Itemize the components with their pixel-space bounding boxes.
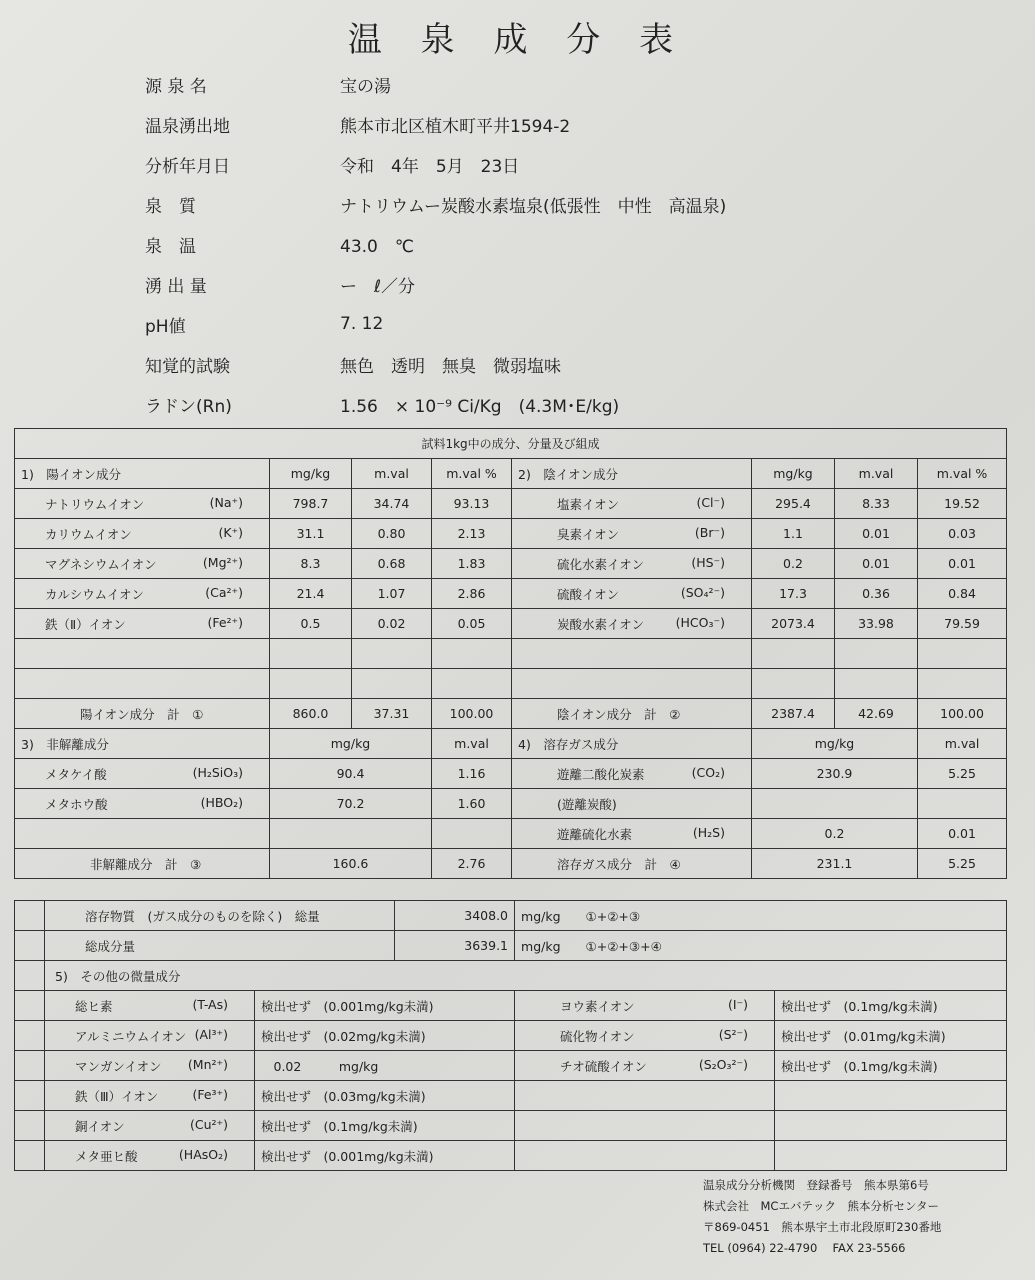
dissolved-label: 溶存物質 (ガス成分のものを除く) 総量 xyxy=(45,901,395,931)
empty-row xyxy=(15,669,1007,699)
table-title: 試料1kg中の成分、分量及び組成 xyxy=(15,429,1007,459)
info-row xyxy=(145,264,1005,304)
cation-symbol: (Ca²⁺) xyxy=(205,584,243,600)
info-value: 宝の湯 xyxy=(340,76,391,97)
trace-name: 銅イオン xyxy=(75,1118,125,1134)
column-header: m.val xyxy=(352,459,432,489)
trace-symbol: (Mn²⁺) xyxy=(187,1056,228,1072)
anion-symbol: (Cl⁻) xyxy=(696,494,725,510)
page-title: 温 泉 成 分 表 xyxy=(347,20,688,60)
info-value: 1.56 × 10⁻⁹ Ci/Kg (4.3M･E/kg) xyxy=(340,396,620,417)
nonion-symbol: (H₂SiO₃) xyxy=(192,764,243,780)
cation-symbol: (Fe²⁺) xyxy=(207,614,243,630)
trace-symbol: (Al³⁺) xyxy=(194,1026,228,1042)
info-row xyxy=(145,384,1005,424)
anion-total-mval: 42.69 xyxy=(835,699,918,729)
gas-mg: 230.9 xyxy=(752,759,918,789)
trace-row xyxy=(15,991,1007,1021)
table-row xyxy=(15,789,1007,819)
lab-line: TEL (0964) 22-4790 FAX 23-5566 xyxy=(703,1241,906,1255)
info-value: 無色 透明 無臭 微弱塩味 xyxy=(340,356,561,377)
info-row xyxy=(145,344,1005,384)
trace-symbol: (HAsO₂) xyxy=(178,1146,228,1162)
anion-mval: 8.33 xyxy=(835,489,918,519)
total-all-unit: mg/kg xyxy=(521,938,561,954)
info-label: 湧 出 量 xyxy=(145,276,207,297)
table-row xyxy=(15,609,1007,639)
cation-mg: 31.1 xyxy=(270,519,352,549)
info-label: 泉 質 xyxy=(145,196,196,217)
trace-row xyxy=(15,1141,1007,1171)
lab-info xyxy=(703,1175,941,1259)
total-row xyxy=(15,901,1007,931)
anion-name: 硫化水素イオン xyxy=(557,556,645,572)
column-header: m.val xyxy=(432,729,512,759)
cation-mg: 798.7 xyxy=(270,489,352,519)
cation-pct: 93.13 xyxy=(432,489,512,519)
dissolved-unit: mg/kg xyxy=(521,908,561,924)
lab-line: 〒869-0451 熊本県宇土市北段原町230番地 xyxy=(703,1220,942,1234)
anion-symbol: (Br⁻) xyxy=(694,524,725,540)
anion-mg: 2073.4 xyxy=(752,609,835,639)
nonion-total-mval: 2.76 xyxy=(432,849,512,879)
info-value: 令和 4年 5月 23日 xyxy=(340,156,520,177)
info-row xyxy=(145,184,1005,224)
lab-line: 温泉成分分析機関 登録番号 熊本県第6号 xyxy=(703,1178,929,1192)
column-header: mg/kg xyxy=(270,729,432,759)
total-row xyxy=(15,849,1007,879)
anion-total-mg: 2387.4 xyxy=(752,699,835,729)
gas-mval: 0.01 xyxy=(918,819,1007,849)
trace-name: 鉄（Ⅲ）イオン xyxy=(75,1088,159,1104)
total-all-value: 3639.1 xyxy=(395,931,515,961)
table-row xyxy=(15,519,1007,549)
anion-pct: 0.01 xyxy=(918,549,1007,579)
trace-name: ヨウ素イオン xyxy=(560,998,635,1014)
info-value: 7. 12 xyxy=(340,314,384,334)
dissolved-value: 3408.0 xyxy=(395,901,515,931)
trace-value: 検出せず (0.1mg/kg未満) xyxy=(255,1111,515,1141)
nonion-name: メタホウ酸 xyxy=(45,796,108,812)
cation-heading: 1) 陽イオン成分 xyxy=(15,459,270,489)
cation-mval: 0.80 xyxy=(352,519,432,549)
nonion-name: メタケイ酸 xyxy=(45,766,107,782)
cation-name: 鉄（Ⅱ）イオン xyxy=(45,616,126,632)
anion-heading: 2) 陰イオン成分 xyxy=(512,459,752,489)
info-value: ー ℓ／分 xyxy=(340,276,416,297)
trace-value: 検出せず (0.03mg/kg未満) xyxy=(255,1081,515,1111)
anion-mg: 17.3 xyxy=(752,579,835,609)
info-label: 泉 温 xyxy=(145,236,196,257)
gas-mg: 0.2 xyxy=(752,819,918,849)
trace-value: 検出せず (0.02mg/kg未満) xyxy=(255,1021,515,1051)
gas-mval: 5.25 xyxy=(918,759,1007,789)
dissolved-formula: ①+②+③ xyxy=(585,908,641,924)
trace-symbol: (S₂O₃²⁻) xyxy=(698,1056,749,1072)
info-row xyxy=(145,144,1005,184)
info-row xyxy=(145,64,1005,104)
info-row xyxy=(145,104,1005,144)
trace-value: 検出せず (0.1mg/kg未満) xyxy=(775,1051,1007,1081)
trace-symbol: (S²⁻) xyxy=(718,1026,749,1042)
spring-info xyxy=(145,64,1005,424)
composition-table xyxy=(14,428,1006,879)
trace-symbol: (I⁻) xyxy=(727,996,749,1012)
anion-symbol: (HCO₃⁻) xyxy=(675,614,725,630)
column-header: m.val % xyxy=(432,459,512,489)
table-row xyxy=(15,819,1007,849)
trace-name: チオ硫酸イオン xyxy=(560,1058,647,1074)
column-header: m.val xyxy=(918,729,1007,759)
info-label: 分析年月日 xyxy=(145,156,230,177)
cation-name: マグネシウムイオン xyxy=(45,556,157,572)
cation-pct: 1.83 xyxy=(432,549,512,579)
cation-name: カルシウムイオン xyxy=(45,586,144,602)
trace-symbol: (Cu²⁺) xyxy=(189,1116,228,1132)
table-row xyxy=(15,759,1007,789)
nonion-mg: 90.4 xyxy=(270,759,432,789)
nonion-mval: 1.16 xyxy=(432,759,512,789)
nonion-heading: 3) 非解離成分 xyxy=(15,729,270,759)
info-label: ラドン(Rn) xyxy=(145,396,232,417)
info-value: 43.0 ℃ xyxy=(340,236,414,257)
anion-name: 硫酸イオン xyxy=(557,586,620,602)
anion-symbol: (SO₄²⁻) xyxy=(680,584,725,600)
info-value: 熊本市北区植木町平井1594-2 xyxy=(340,116,571,137)
cation-mg: 0.5 xyxy=(270,609,352,639)
cation-total-pct: 100.00 xyxy=(432,699,512,729)
trace-heading: 5) その他の微量成分 xyxy=(45,961,1007,991)
trace-name: 総ヒ素 xyxy=(75,998,113,1014)
cation-name: カリウムイオン xyxy=(45,526,132,542)
cation-total-mval: 37.31 xyxy=(352,699,432,729)
trace-name: 硫化物イオン xyxy=(560,1028,635,1044)
cation-pct: 2.13 xyxy=(432,519,512,549)
trace-value: 0.02 mg/kg xyxy=(255,1051,515,1081)
trace-symbol: (T-As) xyxy=(192,996,228,1012)
anion-mg: 295.4 xyxy=(752,489,835,519)
trace-value: 検出せず (0.01mg/kg未満) xyxy=(775,1021,1007,1051)
column-header: m.val xyxy=(835,459,918,489)
total-all-formula: ①+②+③+④ xyxy=(585,938,662,954)
trace-value: 検出せず (0.1mg/kg未満) xyxy=(775,991,1007,1021)
anion-total-pct: 100.00 xyxy=(918,699,1007,729)
anion-name: 炭酸水素イオン xyxy=(557,616,645,632)
table-row xyxy=(15,549,1007,579)
total-all-label: 総成分量 xyxy=(45,931,395,961)
nonion-mval: 1.60 xyxy=(432,789,512,819)
trace-name: マンガンイオン xyxy=(75,1058,162,1074)
nonion-symbol: (HBO₂) xyxy=(200,794,243,810)
anion-symbol: (HS⁻) xyxy=(691,554,725,570)
anion-pct: 19.52 xyxy=(918,489,1007,519)
empty-row xyxy=(15,639,1007,669)
trace-name: メタ亜ヒ酸 xyxy=(75,1148,138,1164)
cation-pct: 0.05 xyxy=(432,609,512,639)
anion-name: 塩素イオン xyxy=(557,496,620,512)
cation-total-mg: 860.0 xyxy=(270,699,352,729)
gas-total-label: 溶存ガス成分 計 ④ xyxy=(512,849,752,879)
nonion-mg: 70.2 xyxy=(270,789,432,819)
anion-pct: 79.59 xyxy=(918,609,1007,639)
cation-pct: 2.86 xyxy=(432,579,512,609)
info-value: ナトリウムー炭酸水素塩泉(低張性 中性 高温泉) xyxy=(340,196,727,217)
column-header: mg/kg xyxy=(752,459,835,489)
column-header: mg/kg xyxy=(270,459,352,489)
trace-name: アルミニウムイオン xyxy=(75,1028,187,1044)
gas-symbol: (H₂S) xyxy=(692,824,725,840)
gas-total-mg: 231.1 xyxy=(752,849,918,879)
info-label: 源 泉 名 xyxy=(145,76,207,97)
total-row xyxy=(15,699,1007,729)
nonion-total-mg: 160.6 xyxy=(270,849,432,879)
trace-row xyxy=(15,1081,1007,1111)
column-header: m.val % xyxy=(918,459,1007,489)
cation-symbol: (Na⁺) xyxy=(209,494,243,510)
table-row xyxy=(15,489,1007,519)
cation-total-label: 陽イオン成分 計 ① xyxy=(15,699,270,729)
anion-mg: 0.2 xyxy=(752,549,835,579)
trace-symbol: (Fe³⁺) xyxy=(192,1086,228,1102)
lab-line: 株式会社 MCエバテック 熊本分析センター xyxy=(703,1199,939,1213)
cation-mg: 8.3 xyxy=(270,549,352,579)
trace-value: 検出せず (0.001mg/kg未満) xyxy=(255,991,515,1021)
cation-mval: 0.68 xyxy=(352,549,432,579)
anion-mval: 0.01 xyxy=(835,549,918,579)
trace-row xyxy=(15,1051,1007,1081)
cation-mval: 34.74 xyxy=(352,489,432,519)
gas-name: 遊離硫化水素 xyxy=(557,826,633,842)
anion-mval: 0.36 xyxy=(835,579,918,609)
cation-name: ナトリウムイオン xyxy=(45,496,145,512)
info-label: 温泉湧出地 xyxy=(145,116,230,137)
cation-mval: 1.07 xyxy=(352,579,432,609)
gas-heading: 4) 溶存ガス成分 xyxy=(512,729,752,759)
nonion-total-label: 非解離成分 計 ③ xyxy=(15,849,270,879)
total-row xyxy=(15,931,1007,961)
info-row xyxy=(145,304,1005,344)
summary-table xyxy=(14,900,1006,1171)
anion-mval: 0.01 xyxy=(835,519,918,549)
gas-name: 遊離二酸化炭素 xyxy=(557,766,645,782)
trace-row xyxy=(15,1021,1007,1051)
info-label: 知覚的試験 xyxy=(145,356,230,377)
trace-row xyxy=(15,1111,1007,1141)
trace-value: 検出せず (0.001mg/kg未満) xyxy=(255,1141,515,1171)
info-label: pH値 xyxy=(145,316,186,337)
cation-mg: 21.4 xyxy=(270,579,352,609)
anion-pct: 0.03 xyxy=(918,519,1007,549)
table-row xyxy=(15,579,1007,609)
column-header: mg/kg xyxy=(752,729,918,759)
info-row xyxy=(145,224,1005,264)
anion-pct: 0.84 xyxy=(918,579,1007,609)
gas-total-mval: 5.25 xyxy=(918,849,1007,879)
gas-symbol: (CO₂) xyxy=(691,764,725,780)
gas-subname: (遊離炭酸) xyxy=(512,789,752,819)
anion-mval: 33.98 xyxy=(835,609,918,639)
cation-mval: 0.02 xyxy=(352,609,432,639)
cation-symbol: (Mg²⁺) xyxy=(202,554,243,570)
anion-name: 臭素イオン xyxy=(557,526,620,542)
cation-symbol: (K⁺) xyxy=(218,524,243,540)
anion-total-label: 陰イオン成分 計 ② xyxy=(512,699,752,729)
anion-mg: 1.1 xyxy=(752,519,835,549)
